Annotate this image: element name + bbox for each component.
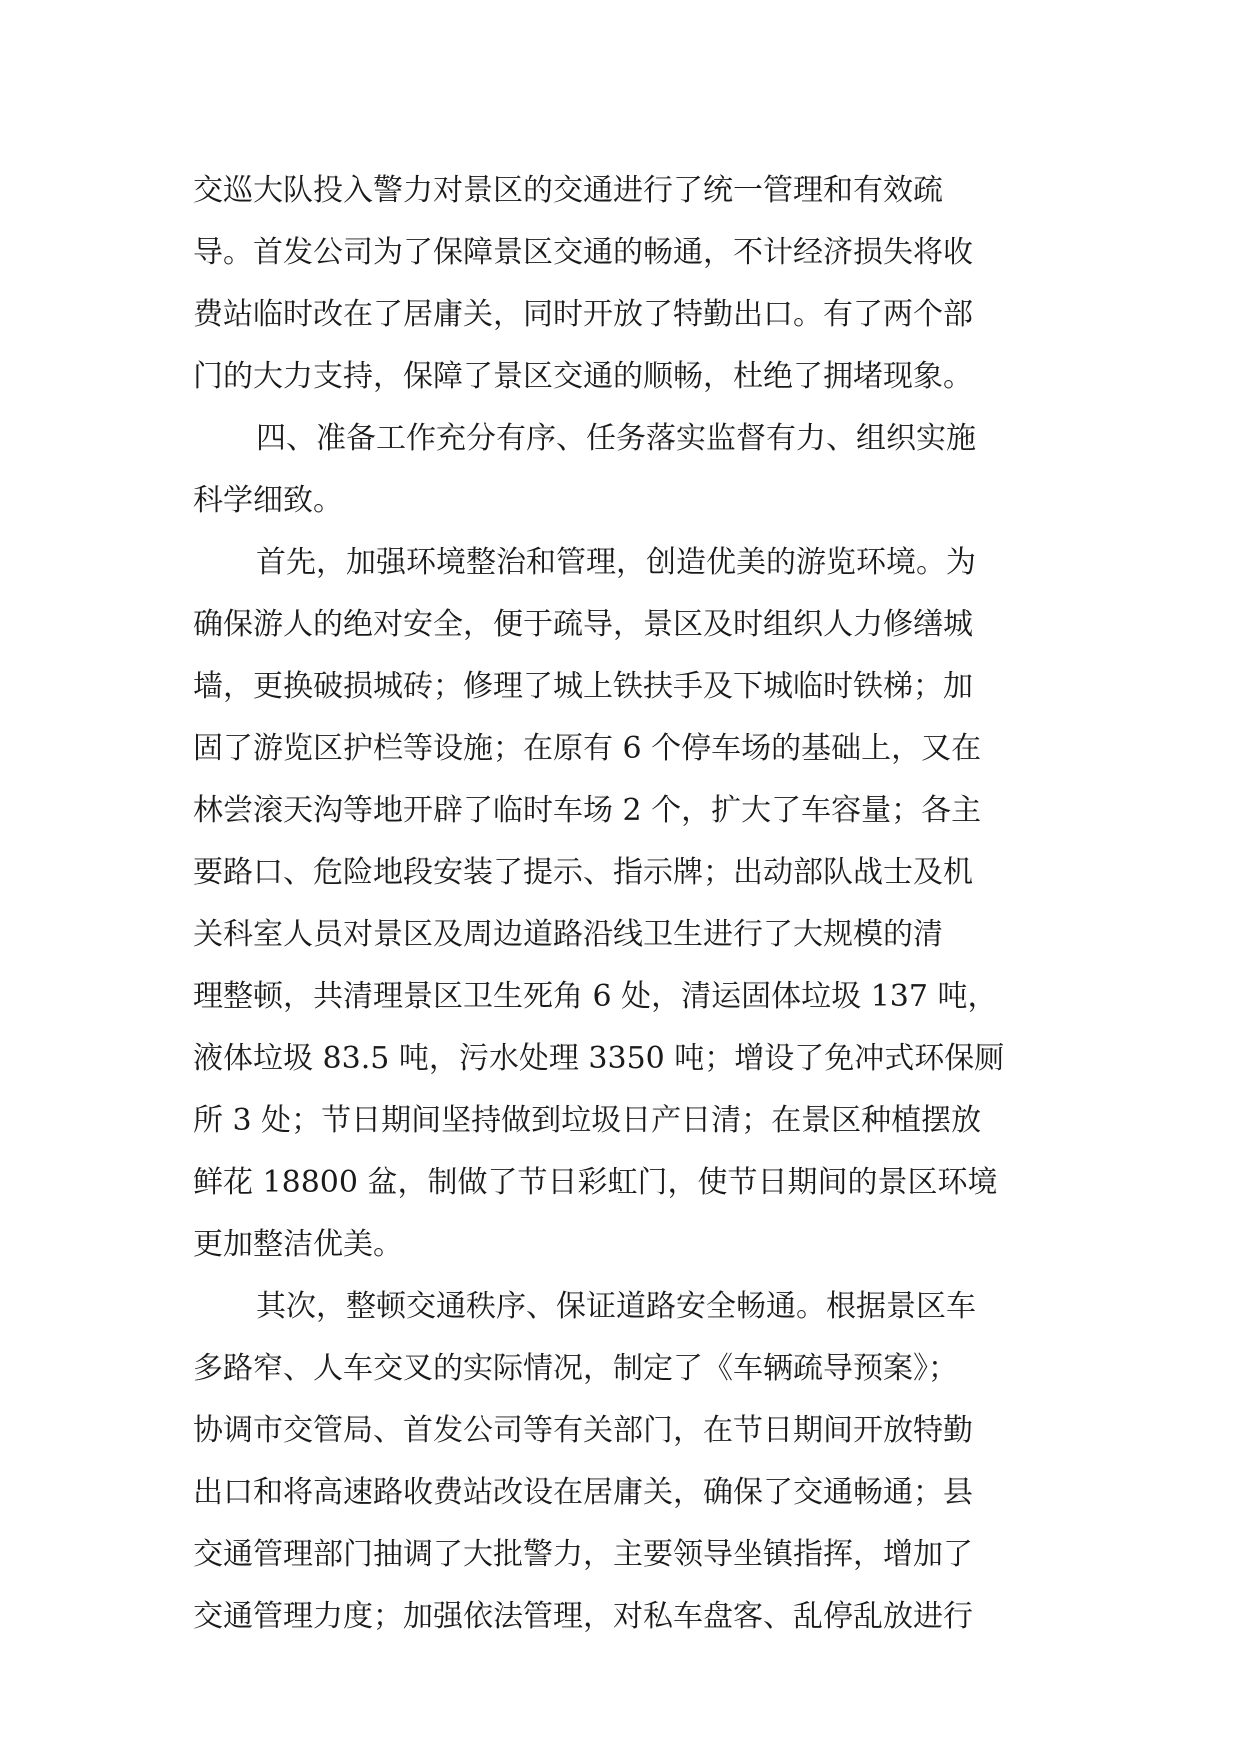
section-heading-line: 科学细致。 xyxy=(193,483,343,518)
text-line: 墙，更换破损城砖；修理了城上铁扶手及下城临时铁梯；加 xyxy=(193,669,973,704)
text-line: 出口和将高速路收费站改设在居庸关，确保了交通畅通；县 xyxy=(193,1475,973,1510)
text-line: 协调市交管局、首发公司等有关部门，在节日期间开放特勤 xyxy=(193,1413,973,1448)
section-heading-line: 四、准备工作充分有序、任务落实监督有力、组织实施 xyxy=(256,421,976,456)
text-line: 要路口、危险地段安装了提示、指示牌；出动部队战士及机 xyxy=(193,855,973,890)
text-line: 更加整洁优美。 xyxy=(193,1227,403,1262)
document-body xyxy=(193,160,1051,1648)
text-line: 门的大力支持，保障了景区交通的顺畅，杜绝了拥堵现象。 xyxy=(193,359,973,394)
text-line: 所 3 处；节日期间坚持做到垃圾日产日清；在景区种植摆放 xyxy=(193,1103,982,1138)
paragraph-first-line: 首先，加强环境整治和管理，创造优美的游览环境。为 xyxy=(256,545,976,580)
text-line: 固了游览区护栏等设施；在原有 6 个停车场的基础上，又在 xyxy=(193,731,982,766)
text-line: 多路窄、人车交叉的实际情况，制定了《车辆疏导预案》； xyxy=(193,1351,958,1386)
text-line: 交通管理部门抽调了大批警力，主要领导坐镇指挥，增加了 xyxy=(193,1537,973,1572)
text-line: 林尝滚天沟等地开辟了临时车场 2 个，扩大了车容量；各主 xyxy=(193,793,982,828)
paragraph-first-line: 其次，整顿交通秩序、保证道路安全畅通。根据景区车 xyxy=(256,1289,976,1324)
text-line: 确保游人的绝对安全，便于疏导，景区及时组织人力修缮城 xyxy=(193,607,973,642)
text-line: 费站临时改在了居庸关，同时开放了特勤出口。有了两个部 xyxy=(193,297,973,332)
text-line: 关科室人员对景区及周边道路沿线卫生进行了大规模的清 xyxy=(193,917,943,952)
text-line: 鲜花 18800 盆，制做了节日彩虹门，使节日期间的景区环境 xyxy=(193,1165,998,1200)
text-line: 交通管理力度；加强依法管理，对私车盘客、乱停乱放进行 xyxy=(193,1599,973,1634)
text-line: 交巡大队投入警力对景区的交通进行了统一管理和有效疏 xyxy=(193,173,943,208)
text-line: 导。首发公司为了保障景区交通的畅通，不计经济损失将收 xyxy=(193,235,973,270)
text-line: 液体垃圾 83.5 吨，污水处理 3350 吨；增设了免冲式环保厕 xyxy=(193,1041,1005,1076)
text-line: 理整顿，共清理景区卫生死角 6 处，清运固体垃圾 137 吨， xyxy=(193,979,998,1014)
